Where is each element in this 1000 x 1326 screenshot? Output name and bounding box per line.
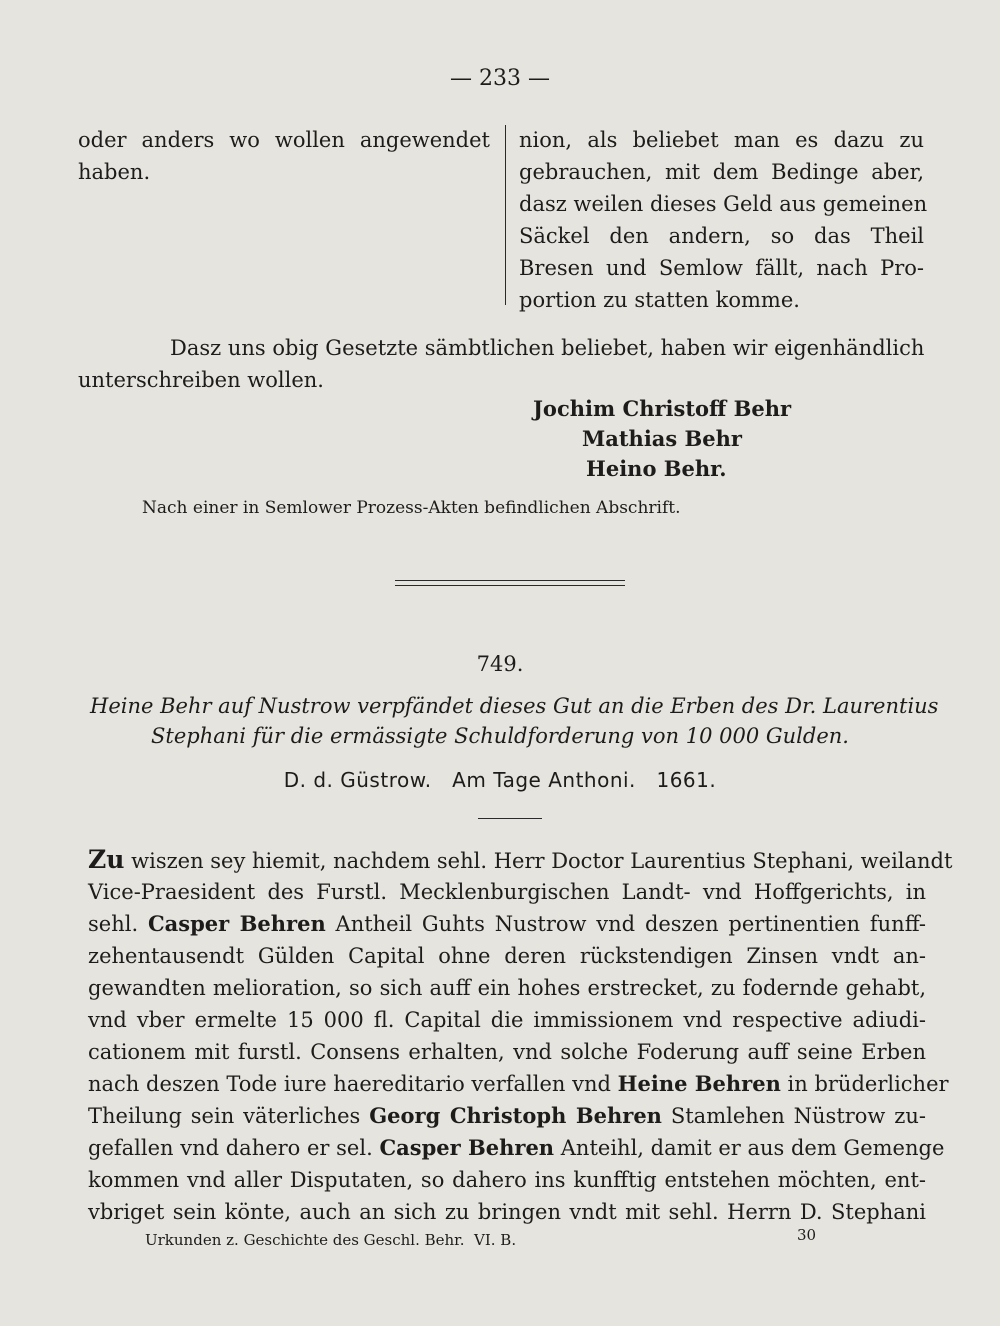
short-rule xyxy=(478,818,542,819)
body-line: gewandten melioration, so sich auff ein hohes erstrecket, zu fodernde gehabt, xyxy=(88,976,926,1000)
name-highlight: Casper Behren xyxy=(379,1135,555,1160)
body-line: kommen vnd aller Disputaten, so dahero ins kunfftig entstehen möchten, ent- xyxy=(88,1168,926,1192)
separator-rule xyxy=(395,580,625,581)
body-line xyxy=(88,910,926,938)
closing-line: unterschreiben wollen. xyxy=(78,368,324,392)
left-column-line: oder anders wo wollen angewendet xyxy=(78,128,490,152)
name-highlight: Heine Behren xyxy=(617,1071,781,1096)
right-column-line: nion, als beliebet man es dazu zu xyxy=(519,128,924,152)
separator-rule xyxy=(395,585,625,586)
document-summary-line: Stephani für die ermässigte Schuldforderung von 10 000 Gulden. xyxy=(151,724,849,748)
footer-citation: Urkunden z. Geschichte des Geschl. Behr. VI. B. xyxy=(145,1231,517,1249)
body-line xyxy=(88,1070,949,1098)
name-highlight: Casper Behren xyxy=(147,911,326,936)
body-text: in brüderlicher xyxy=(787,1072,949,1096)
right-column-line: Säckel den andern, so das Theil xyxy=(519,224,924,248)
body-text: gefallen vnd dahero er sel. xyxy=(88,1136,373,1160)
body-line: vbriget sein könte, auch an sich zu bringen vndt mit sehl. Herrn D. Stephani xyxy=(88,1200,926,1224)
body-text: Antheil Guhts Nustrow vnd deszen pertinentien funff- xyxy=(335,912,926,936)
body-text: wiszen sey hiemit, nachdem sehl. Herr Doctor Laurentius Stephani, weilandt xyxy=(131,849,953,873)
closing-line: Dasz uns obig Gesetzte sämbtlichen beliebet, haben wir eigenhändlich xyxy=(170,336,925,360)
page-number: — 233 — xyxy=(450,66,550,91)
signature: Jochim Christoff Behr xyxy=(533,396,792,421)
dateline: D. d. Güstrow. Am Tage Anthoni. 1661. xyxy=(283,768,717,792)
left-column-line: haben. xyxy=(78,160,151,184)
body-text: Anteihl, damit er aus dem Gemenge xyxy=(560,1136,945,1160)
signature-mark: 30 xyxy=(797,1226,817,1244)
body-text: Stamlehen Nüstrow zu- xyxy=(670,1104,926,1128)
right-column-line: Bresen und Semlow fällt, nach Pro- xyxy=(519,256,924,280)
right-column-line: dasz weilen dieses Geld aus gemeinen xyxy=(519,192,928,216)
body-line: vnd vber ermelte 15 000 fl. Capital die immissionem vnd respective adiudi- xyxy=(88,1008,926,1032)
signature: Mathias Behr xyxy=(582,426,742,451)
body-line: cationem mit furstl. Consens erhalten, vnd solche Foderung auff seine Erben xyxy=(88,1040,926,1064)
right-column-line: portion zu statten komme. xyxy=(519,288,800,312)
source-note: Nach einer in Semlower Prozess-Akten befindlichen Abschrift. xyxy=(142,498,681,518)
document-summary-line: Heine Behr auf Nustrow verpfändet dieses Gut an die Erben des Dr. Laurentius xyxy=(90,694,939,718)
column-divider xyxy=(505,125,506,305)
body-line: zehentausendt Gülden Capital ohne deren rückstendigen Zinsen vndt an- xyxy=(88,944,926,968)
body-text: sehl. xyxy=(88,912,139,936)
initial-letters: Zu xyxy=(88,845,125,874)
right-column-line: gebrauchen, mit dem Bedinge aber, xyxy=(519,160,924,184)
name-highlight: Georg Christoph Behren xyxy=(369,1103,662,1128)
body-line xyxy=(88,1134,945,1162)
body-line: Vice-Praesident des Furstl. Mecklenburgischen Landt- vnd Hoffgerichts, in xyxy=(88,880,926,904)
body-line xyxy=(88,845,953,875)
body-text: nach deszen Tode iure haereditario verfallen vnd xyxy=(88,1072,611,1096)
signature: Heino Behr. xyxy=(586,456,727,481)
body-text: Theilung sein väterliches xyxy=(88,1104,361,1128)
body-line xyxy=(88,1102,926,1130)
document-number: 749. xyxy=(476,652,524,676)
